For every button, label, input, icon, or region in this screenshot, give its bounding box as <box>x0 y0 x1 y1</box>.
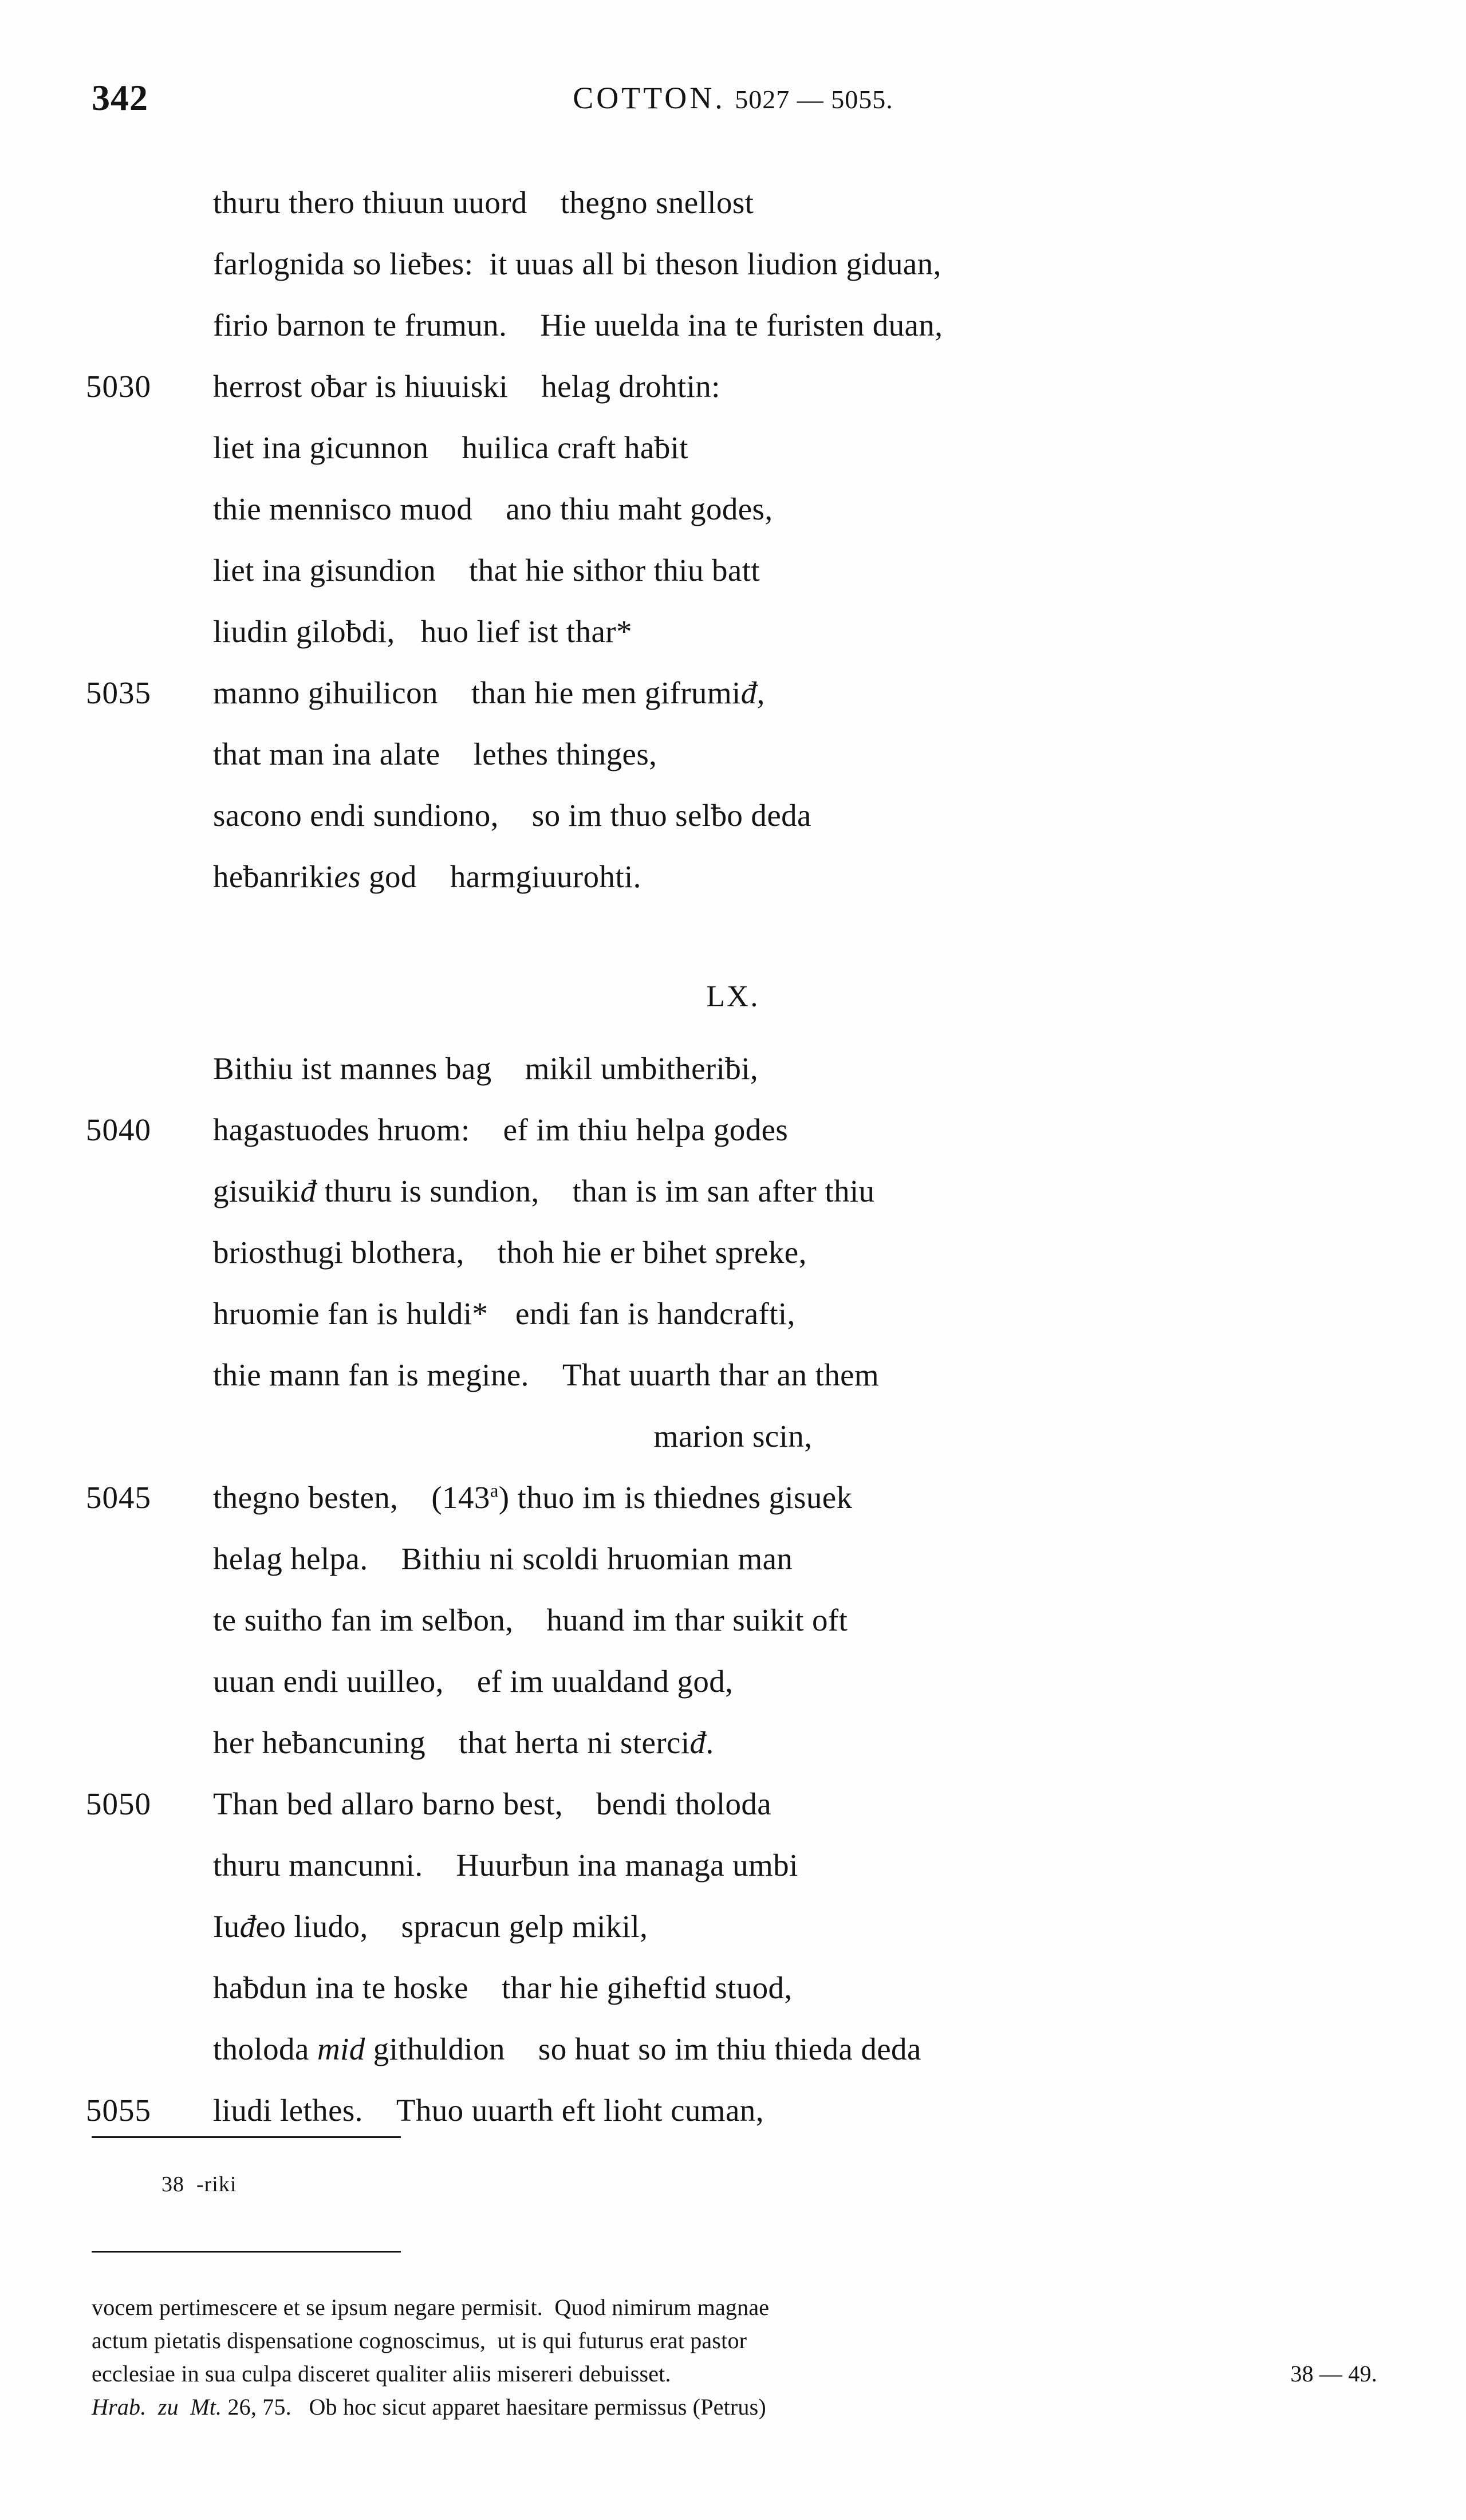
verse-line-text <box>213 1896 648 1957</box>
verse-line-text <box>213 1222 807 1283</box>
verse-line <box>0 1222 1466 1283</box>
text-run: ƀ <box>243 1970 259 2005</box>
verse-line-text <box>213 478 773 540</box>
commentary-reference: 38 — 49. <box>1290 2361 1377 2387</box>
text-run: es: <box>438 246 474 281</box>
verse-block-lower <box>0 1038 1466 2141</box>
text-run: on, <box>473 1602 514 1637</box>
footnote-rule-lower <box>92 2251 401 2253</box>
emended-text: đ <box>300 1174 317 1208</box>
text-run: . <box>706 1725 714 1760</box>
commentary-line: actum pietatis dispensatione cognoscimus, ut is qui futurus erat pastor <box>92 2328 747 2353</box>
text-run: thuru mancunni. <box>213 1848 423 1883</box>
text-run: te suitho fan im sel <box>213 1602 458 1637</box>
text-run: he <box>213 859 243 894</box>
folio-number: 342 <box>92 77 148 118</box>
verse-line <box>0 785 1466 846</box>
verse-line-number: 5040 <box>86 1112 151 1147</box>
verse-line <box>0 1467 1466 1528</box>
verse-line-text <box>213 1528 793 1589</box>
text-run: helag drohtin: <box>541 369 720 404</box>
verse-line-text <box>213 2080 764 2141</box>
text-run: so im thuo sel <box>531 798 711 833</box>
verse-line <box>0 172 1466 233</box>
verse-line <box>0 846 1466 907</box>
text-run: ano thiu maht godes, <box>506 491 773 526</box>
emended-text: es <box>334 859 361 894</box>
text-run: ƀ <box>421 246 438 281</box>
commentary-line: vocem pertimescere et se ipsum negare permisit. Quod nimirum magnae <box>92 2294 770 2320</box>
text-run: huand im thar suikit oft <box>546 1602 848 1637</box>
verse-line-text <box>213 172 754 233</box>
footnote-asterisk: * <box>616 614 632 649</box>
page-title <box>0 76 1466 122</box>
verse-line <box>0 1283 1466 1344</box>
text-run: Hie uuelda ina te furisten duan, <box>540 308 943 342</box>
text-run: ) thuo im is thiednes gisuek <box>498 1480 853 1515</box>
text-run: di, <box>361 614 395 649</box>
text-run: hagastuodes hruom: <box>213 1112 470 1147</box>
verse-line <box>0 294 1466 356</box>
verse-line-text <box>213 2018 921 2080</box>
verse-line <box>0 1160 1466 1222</box>
emended-text: đ <box>740 675 757 710</box>
text-run: huo lief ist thar <box>420 614 617 649</box>
verse-line-text <box>213 662 765 723</box>
verse-line <box>0 1528 1466 1589</box>
text-run: , <box>756 675 765 710</box>
text-run: that herta ni sterci <box>459 1725 690 1760</box>
commentary-line-citation <box>92 2391 1377 2424</box>
footnote-asterisk: * <box>472 1296 488 1331</box>
text-run: ƀ <box>292 1725 309 1760</box>
verse-line-text <box>213 846 641 907</box>
citation-source: Hrab. zu Mt. <box>92 2394 222 2420</box>
text-run: spracun gelp mikil, <box>401 1909 648 1944</box>
text-run: uuan endi uuilleo, <box>213 1664 444 1699</box>
verse-line-text <box>213 1344 879 1405</box>
text-run: hruomie fan is huldi <box>213 1296 472 1331</box>
verse-line-text <box>213 294 943 356</box>
text-run: eo liudo, <box>255 1909 368 1944</box>
text-run: huilica craft ha <box>462 430 655 465</box>
text-run: i, <box>741 1051 759 1086</box>
verse-line-number: 5030 <box>86 369 151 404</box>
verse-line-text <box>213 540 760 601</box>
text-run: githuldion <box>365 2031 505 2066</box>
text-run: That uuarth thar an them <box>562 1357 880 1392</box>
text-run: ƀ <box>243 859 259 894</box>
verse-line <box>0 662 1466 723</box>
text-run: ƀ <box>711 798 727 833</box>
text-run: marion scin, <box>653 1419 813 1454</box>
text-run: helag helpa. <box>213 1541 368 1576</box>
text-run: ancuning <box>308 1725 426 1760</box>
verse-line <box>0 1099 1466 1160</box>
verse-line-number: 5035 <box>86 675 151 710</box>
text-run: liet ina gicunnon <box>213 430 429 465</box>
text-run: Iu <box>213 1909 240 1944</box>
text-run: that hie sithor thiu batt <box>469 553 760 588</box>
text-run: ha <box>213 1970 243 2005</box>
verse-line-text <box>213 1467 852 1528</box>
variant-note: 38 -riki <box>161 2172 237 2196</box>
text-run: (143 <box>431 1480 490 1515</box>
text-run: Bithiu ni scoldi hruomian man <box>401 1541 793 1576</box>
verse-line <box>0 1589 1466 1651</box>
emended-text: đ <box>239 1909 256 1944</box>
text-run: farlognida so lie <box>213 246 422 281</box>
text-run: ƀ <box>457 1602 474 1637</box>
text-run: thar hie giheftid stuod, <box>501 1970 793 2005</box>
verse-line-text <box>213 1160 874 1222</box>
text-run: harmgiuurohti. <box>450 859 641 894</box>
text-run: thuru thero thiuun uuord <box>213 185 527 220</box>
text-run: so huat so im thiu thieda deda <box>538 2031 921 2066</box>
text-run: ƀ <box>725 1051 742 1086</box>
verse-line-text <box>213 1283 795 1344</box>
verse-line-text <box>213 1038 758 1099</box>
verse-line-text <box>213 723 657 785</box>
verse-line <box>0 417 1466 478</box>
text-run: thie mann fan is megine. <box>213 1357 529 1392</box>
emended-text: mid <box>317 2031 365 2066</box>
text-run: anriki <box>259 859 334 894</box>
text-run: thoh hie er bihet spreke, <box>497 1235 807 1270</box>
text-run: Bithiu ist mannes bag <box>213 1051 492 1086</box>
verse-line <box>0 1651 1466 1712</box>
text-run: it <box>670 430 688 465</box>
verse-line <box>0 1038 1466 1099</box>
verse-line-text <box>213 1651 733 1712</box>
page-title-work: COTTON. <box>573 81 726 115</box>
text-run: thegno besten, <box>213 1480 399 1515</box>
verse-line <box>0 2080 1466 2141</box>
folio-marker-sup: a <box>490 1480 499 1502</box>
verse-line <box>0 1896 1466 1957</box>
text-run: ƀ <box>326 369 342 404</box>
text-run: firio barnon te frumun. <box>213 308 507 342</box>
text-run: Than bed allaro barno best, <box>213 1786 563 1821</box>
text-run: dun ina te hoske <box>259 1970 468 2005</box>
text-run: tholoda <box>213 2031 317 2066</box>
emended-text: đ <box>689 1725 706 1760</box>
verse-line-text <box>213 1834 798 1896</box>
verse-line-text <box>213 785 811 846</box>
text-run: her he <box>213 1725 293 1760</box>
verse-line-number: 5050 <box>86 1786 151 1821</box>
text-run: manno gihuilicon <box>213 675 438 710</box>
verse-line <box>0 601 1466 662</box>
text-run: thuru is sundion, <box>316 1174 539 1208</box>
verse-line <box>0 2018 1466 2080</box>
section-heading: LX. <box>706 980 760 1013</box>
text-run: un ina managa umbi <box>538 1848 798 1883</box>
text-run: ƀ <box>346 614 362 649</box>
verse-line-text <box>0 1405 1466 1467</box>
verse-line-text <box>213 1957 793 2018</box>
text-run: bendi tholoda <box>596 1786 772 1821</box>
text-run: ar is hiuuiski <box>342 369 509 404</box>
text-run: thegno snellost <box>560 185 754 220</box>
verse-line <box>0 1957 1466 2018</box>
verse-line-number: 5055 <box>86 2093 151 2128</box>
verse-line <box>0 1773 1466 1834</box>
page-title-range: 5027 — 5055. <box>735 85 893 114</box>
verse-line <box>0 540 1466 601</box>
verse-line <box>0 478 1466 540</box>
text-run: Thuo uuarth eft lioht cuman, <box>396 2093 764 2128</box>
text-run: mikil umbitheri <box>525 1051 726 1086</box>
commentary-text: 26, 75. Ob hoc sicut apparet haesitare permissus (Petrus) <box>222 2394 766 2420</box>
text-run: ef im thiu helpa godes <box>503 1112 789 1147</box>
text-run: ƀ <box>522 1848 538 1883</box>
verse-line <box>0 1344 1466 1405</box>
verse-line-text <box>213 1712 714 1773</box>
verse-line-text <box>213 1589 848 1651</box>
latin-commentary <box>92 2291 1377 2424</box>
verse-line-text <box>213 1099 788 1160</box>
verse-line-number: 5045 <box>86 1480 151 1515</box>
verse-block-upper <box>0 172 1466 907</box>
text-run: liudin gilo <box>213 614 346 649</box>
text-run: Huur <box>456 1848 522 1883</box>
text-run: it uuas all bi theson liudion giduan, <box>489 246 941 281</box>
text-run: ƀ <box>654 430 671 465</box>
commentary-text: ecclesiae in sua culpa disceret qualiter aliis misereri debuisset. <box>92 2361 671 2387</box>
verse-line-text <box>213 356 720 417</box>
verse-line <box>0 233 1466 294</box>
verse-line-text <box>213 601 632 662</box>
footnote-rule-upper <box>92 2136 401 2138</box>
commentary-line <box>92 2357 1377 2391</box>
verse-line <box>0 1834 1466 1896</box>
text-run: than is im san after thiu <box>572 1174 875 1208</box>
verse-line <box>0 356 1466 417</box>
verse-line <box>0 1712 1466 1773</box>
text-run: gisuiki <box>213 1174 301 1208</box>
verse-line-text <box>213 1773 771 1834</box>
text-run: sacono endi sundiono, <box>213 798 499 833</box>
verse-line <box>0 1405 1466 1467</box>
text-run: endi fan is handcrafti, <box>515 1296 795 1331</box>
text-run: herrost o <box>213 369 326 404</box>
text-run: ef im uualdand god, <box>476 1664 734 1699</box>
text-run: liet ina gisundion <box>213 553 436 588</box>
verse-line-text <box>213 417 688 478</box>
text-run: o deda <box>727 798 811 833</box>
verse-line <box>0 723 1466 785</box>
text-run: liudi lethes. <box>213 2093 363 2128</box>
text-run: than hie men gifrumi <box>471 675 741 710</box>
text-run: god <box>360 859 417 894</box>
text-run: that man ina alate <box>213 737 440 771</box>
text-run: thie mennisco muod <box>213 491 473 526</box>
running-head <box>0 76 1466 121</box>
verse-line-text <box>213 233 941 294</box>
text-run: briosthugi blothera, <box>213 1235 464 1270</box>
text-run: lethes thinges, <box>473 737 657 771</box>
